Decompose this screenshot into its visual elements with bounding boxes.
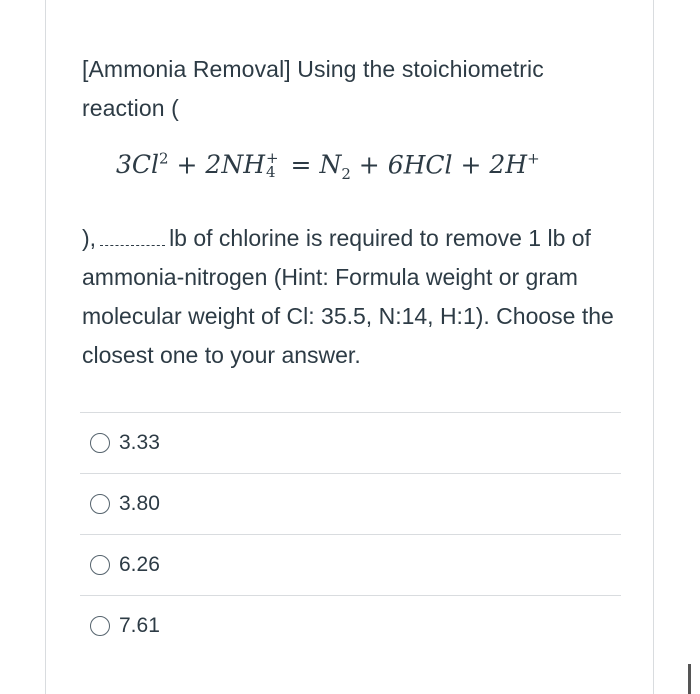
eq-term-hcl: 6HCl — [387, 150, 453, 180]
eq-term-cl: 3Cl$^2$ — [116, 150, 169, 180]
reaction-equation — [116, 150, 540, 183]
radio-button[interactable] — [90, 555, 110, 575]
close-paren: ), — [82, 225, 97, 251]
radio-button[interactable] — [90, 494, 110, 514]
eq-term-n2: $N_2$ — [319, 150, 351, 184]
eq-term-h: 2H+ — [489, 150, 540, 180]
eq-plus: + — [168, 150, 206, 180]
question-card — [45, 0, 654, 694]
answer-blank — [100, 227, 165, 246]
answer-option[interactable] — [80, 595, 621, 656]
eq-equals: = — [282, 150, 320, 180]
scrollbar-thumb[interactable] — [688, 664, 691, 694]
answer-option[interactable] — [80, 534, 621, 595]
answer-label: 3.33 — [119, 431, 160, 454]
radio-button[interactable] — [90, 433, 110, 453]
answer-option[interactable] — [80, 412, 621, 473]
answer-option[interactable] — [80, 473, 621, 534]
question-body — [82, 219, 642, 375]
eq-plus: + — [452, 150, 490, 180]
radio-button[interactable] — [90, 616, 110, 636]
answer-list — [80, 412, 621, 656]
answer-label: 7.61 — [119, 614, 160, 637]
question-intro: [Ammonia Removal] Using the stoichiometric reaction ( — [82, 56, 544, 121]
eq-term-nh4: 2NH + 4 — [205, 148, 279, 181]
question-text: lb of chlorine is required to remove 1 lb of ammonia-nitrogen (Hint: Formula weight or gram molecular weight of Cl: 35.5, N:14, H:1). Choose the closest one to your answer. — [82, 225, 614, 368]
answer-label: 6.26 — [119, 553, 160, 576]
answer-label: 3.80 — [119, 492, 160, 515]
eq-plus: + — [350, 150, 388, 180]
